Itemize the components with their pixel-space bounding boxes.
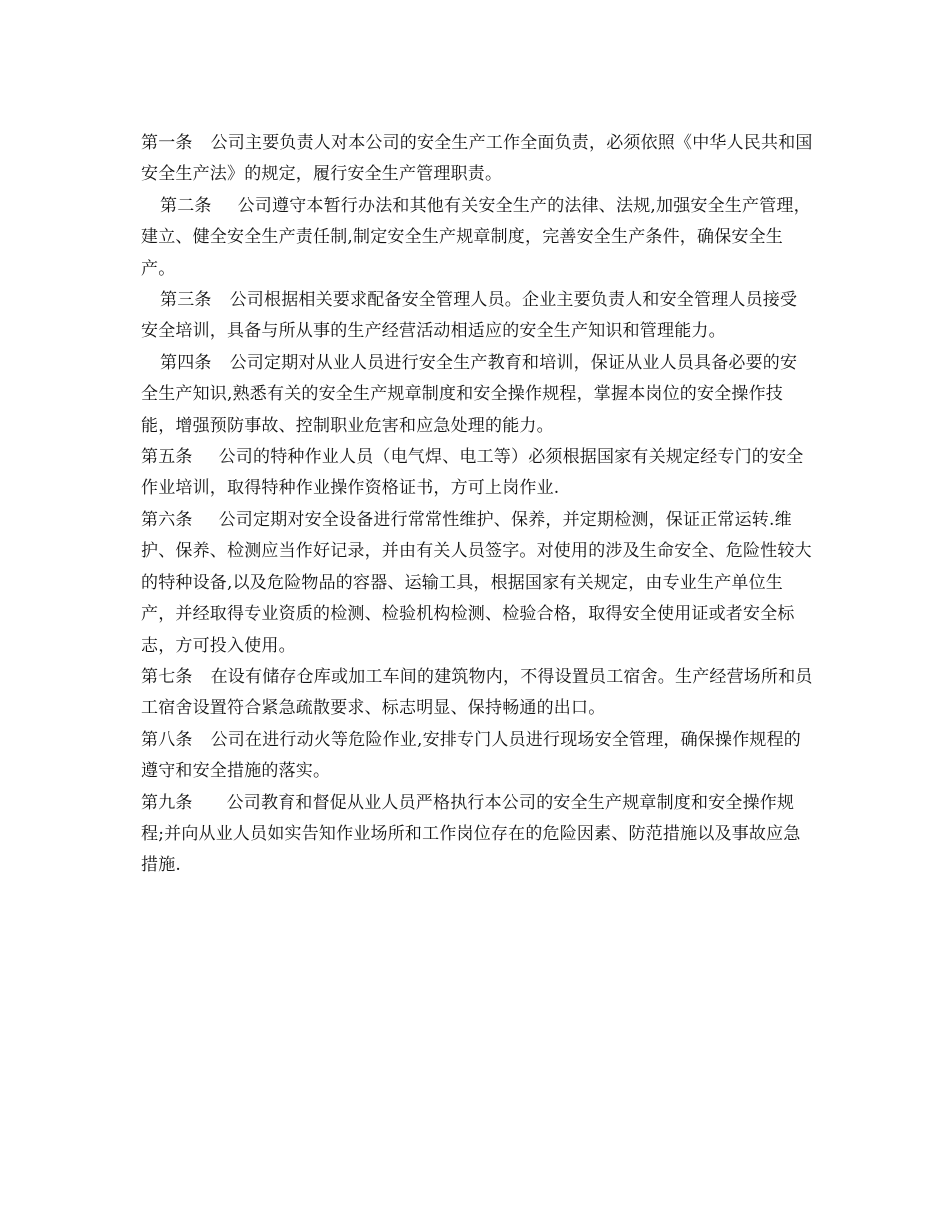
article-text: 公司根据相关要求配备安全管理人员。企业主要负责人和安全管理人员接受安全培训，具备与所从事的生产经营活动相适应的安全生产知识和管理能力。 bbox=[141, 290, 798, 342]
article-number: 第七条 bbox=[141, 666, 193, 687]
article-9 bbox=[141, 788, 813, 882]
article-text: 公司的特种作业人员（电气焊、电工等）必须根据国家有关规定经专门的安全作业培训，取得特种作业操作资格证书，方可上岗作业. bbox=[141, 447, 804, 499]
article-6 bbox=[141, 505, 813, 662]
article-3 bbox=[141, 285, 813, 348]
article-text: 公司主要负责人对本公司的安全生产工作全面负责，必须依照《中华人民共和国安全生产法》的规定，履行安全生产管理职责。 bbox=[141, 133, 813, 185]
article-text: 公司定期对安全设备进行常常性维护、保养，并定期检测，保证正常运转.维护、保养、检测应当作好记录，并由有关人员签字。对使用的涉及生命安全、危险性较大的特种设备,以及危险物品的容器、运输工具，根据国家有关规定，由专业生产单位生产，并经取得专业资质的检测、检验机构检测、检验合格，取得安全使用证或者安全标志，方可投入使用。 bbox=[141, 509, 812, 656]
article-1 bbox=[141, 128, 813, 191]
article-number: 第一条 bbox=[141, 133, 193, 153]
article-4 bbox=[141, 348, 813, 442]
article-number: 第四条 bbox=[160, 352, 212, 373]
article-7 bbox=[141, 662, 813, 725]
article-text: 公司教育和督促从业人员严格执行本公司的安全生产规章制度和安全操作规程;并向从业人员如实告知作业场所和工作岗位存在的危险因素、防范措施以及事故应急措施. bbox=[141, 792, 801, 876]
article-number: 第九条 bbox=[141, 792, 193, 813]
article-5 bbox=[141, 442, 813, 505]
article-text: 公司遵守本暂行办法和其他有关安全生产的法律、法规,加强安全生产管理，建立、健全安全生产责任制,制定安全生产规章制度，完善安全生产条件，确保安全生产。 bbox=[141, 195, 811, 279]
article-number: 第八条 bbox=[141, 729, 193, 750]
article-number: 第五条 bbox=[141, 447, 193, 468]
article-8 bbox=[141, 725, 813, 788]
article-text: 在设有储存仓库或加工车间的建筑物内，不得设置员工宿舍。生产经营场所和员工宿舍设置符合紧急疏散要求、标志明显、保持畅通的出口。 bbox=[141, 666, 813, 719]
article-2 bbox=[141, 191, 813, 285]
article-number: 第二条 bbox=[160, 195, 212, 216]
article-text: 公司定期对从业人员进行安全生产教育和培训，保证从业人员具备必要的安全生产知识,熟悉有关的安全生产规章制度和安全操作规程，掌握本岗位的安全操作技能，增强预防事故、控制职业危害和应急处理的能力。 bbox=[141, 352, 798, 436]
article-number: 第六条 bbox=[141, 509, 193, 530]
document-body bbox=[141, 128, 813, 882]
article-text: 公司在进行动火等危险作业,安排专门人员进行现场安全管理，确保操作规程的遵守和安全措施的落实。 bbox=[141, 729, 802, 782]
article-number: 第三条 bbox=[160, 290, 212, 311]
